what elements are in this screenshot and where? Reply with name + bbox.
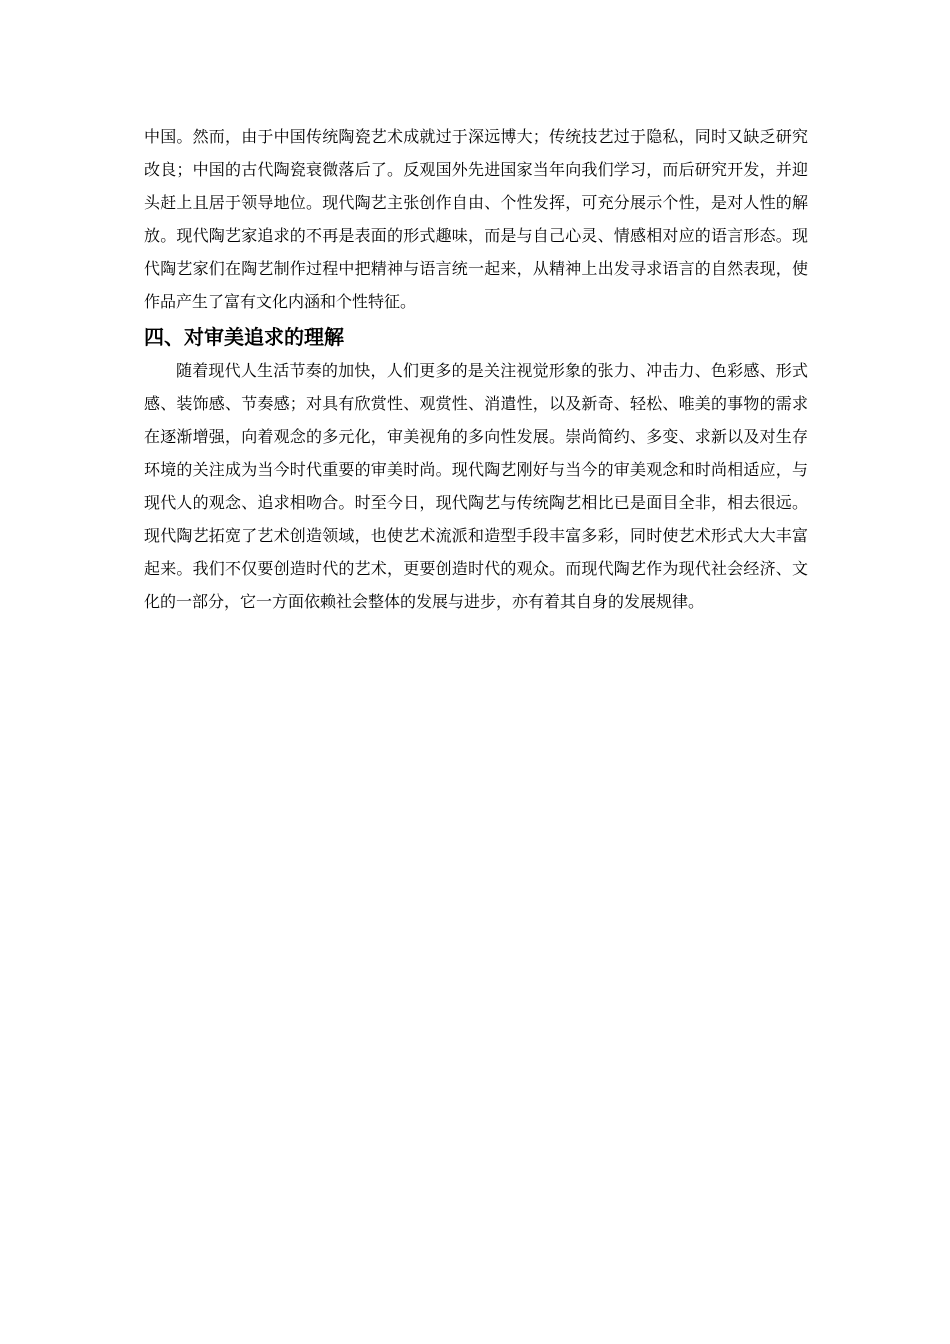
body-paragraph-2: 随着现代人生活节奏的加快，人们更多的是关注视觉形象的张力、冲击力、色彩感、形式感、装饰感、节奏感；对具有欣赏性、观赏性、消遣性，以及新奇、轻松、唯美的事物的需求在逐渐增强，向着观念的多元化，审美视角的多向性发展。崇尚简约、多变、求新以及对生存环境的关注成为当今时代重要的审美时尚。现代陶艺刚好与当今的审美观念和时尚相适应，与现代人的观念、追求相吻合。时至今日，现代陶艺与传统陶艺相比已是面目全非，相去很远。现代陶艺拓宽了艺术创造领域，也使艺术流派和造型手段丰富多彩，同时使艺术形式大大丰富起来。我们不仅要创造时代的艺术，更要创造时代的观众。而现代陶艺作为现代社会经济、文化的一部分，它一方面依赖社会整体的发展与进步，亦有着其自身的发展规律。: [144, 361, 808, 611]
document-body: [144, 120, 808, 618]
section-heading: 四、对审美追求的理解: [144, 325, 344, 349]
body-paragraph-1: 中国。然而，由于中国传统陶瓷艺术成就过于深远博大；传统技艺过于隐私，同时又缺乏研究改良；中国的古代陶瓷衰微落后了。反观国外先进国家当年向我们学习，而后研究开发，并迎头赶上且居于领导地位。现代陶艺主张创作自由、个性发挥，可充分展示个性，是对人性的解放。现代陶艺家追求的不再是表面的形式趣味，而是与自己心灵、情感相对应的语言形态。现代陶艺家们在陶艺制作过程中把精神与语言统一起来，从精神上出发寻求语言的自然表现，使作品产生了富有文化内涵和个性特征。: [144, 127, 808, 311]
